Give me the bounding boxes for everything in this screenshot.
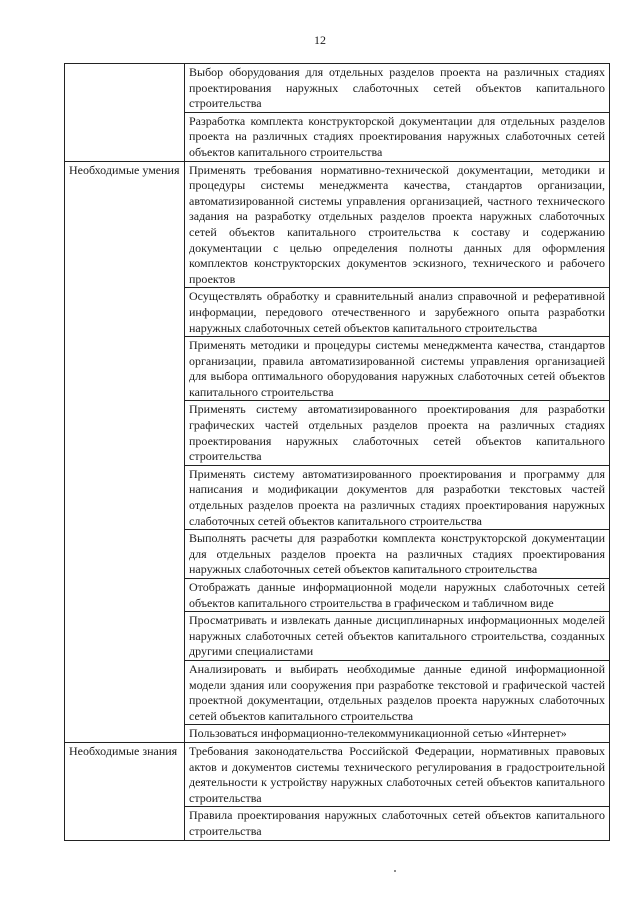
requirement-text: Применять систему автоматизированного проектирования для разработки графических частей отдельных разделов проекта на различных стадиях проектирования наружных слаботочных сетей объектов капитального строительства (189, 402, 605, 464)
page-number: 12 (314, 33, 326, 47)
requirement-text: Разработка комплекта конструкторской документации для отдельных разделов проекта на различных стадиях проектирования наружных слаботочных сетей объектов капитального строительства (189, 113, 605, 159)
scan-artifact (394, 870, 396, 872)
requirement-text: Анализировать и выбирать необходимые данные единой информационной модели здания или сооружения при разработке текстовой и графической частей проектной документации, отдельных разделов проекта наружных слаботочных сетей объектов капитального строительства (189, 661, 605, 723)
competency-table (64, 63, 610, 841)
row-text-cell (185, 465, 610, 529)
section-label-skills: Необходимые умения (65, 161, 185, 742)
row-text-cell (185, 612, 610, 661)
row-text-cell (185, 807, 610, 840)
requirement-text: Применять систему автоматизированного проектирования и программу для написания и модификации документов для разработки текстовых частей отдельных разделов проекта на различных стадиях проектирования наружных слаботочных сетей объектов капитального строительства (189, 466, 605, 528)
row-text-cell (185, 742, 610, 806)
row-label-cell (65, 64, 185, 162)
section-label-knowledge: Необходимые знания (65, 742, 185, 840)
table-row (65, 161, 610, 288)
requirement-text: Требования законодательства Российской Федерации, нормативных правовых актов и документов системы технического регулирования в градостроительной деятельности к устройству наружных слаботочных сетей объектов капитального строительства (189, 743, 605, 805)
row-text-cell (185, 530, 610, 579)
requirement-text: Применять методики и процедуры системы менеджмента качества, стандартов организации, правила автоматизированной системы управления организацией для выбора оптимального оборудования наружных слаботочных сетей объектов капитального строительства (189, 338, 605, 399)
row-text-cell (185, 288, 610, 337)
requirement-text: Просматривать и извлекать данные дисциплинарных информационных моделей наружных слаботочных сетей объектов капитального строительства, созданных другими специалистами (189, 613, 605, 659)
requirement-text: Осуществлять обработку и сравнительный анализ справочной и реферативной информации, передового отечественного и зарубежного опыта разработки наружных слаботочных сетей объектов капитального строительства (189, 289, 605, 335)
row-text-cell (185, 337, 610, 401)
row-text-cell (185, 401, 610, 465)
row-text-cell (185, 579, 610, 612)
table-row (65, 64, 610, 113)
row-text-cell (185, 64, 610, 113)
requirement-text: Пользоваться информационно-телекоммуникационной сетью «Интернет» (189, 726, 567, 741)
requirement-text: Правила проектирования наружных слаботочных сетей объектов капитального строительства (189, 808, 605, 838)
row-text-cell (185, 161, 610, 288)
requirement-text: Отображать данные информационной модели наружных слаботочных сетей объектов капитального строительства в графическом и табличном виде (189, 580, 605, 610)
table-row (65, 742, 610, 806)
row-text-cell (185, 725, 610, 743)
row-text-cell (185, 660, 610, 724)
requirement-text: Выполнять расчеты для разработки комплекта конструкторской документации для отдельных разделов проекта на различных стадиях проектирования наружных слаботочных сетей объектов капитального строительства (189, 531, 605, 577)
row-text-cell (185, 112, 610, 161)
requirement-text: Применять требования нормативно-технической документации, методики и процедуры системы менеджмента качества, стандартов организации, автоматизированной системы управления организацией, частного технического задания на разработку отдельных разделов проекта наружных слаботочных сетей объектов капитального строительства к составу и содержанию документации с целью определения полноты данных для оформления комплектов конструкторских документов эскизного, технического и рабочего проектов (189, 162, 605, 286)
requirement-text: Выбор оборудования для отдельных разделов проекта на различных стадиях проектирования наружных слаботочных сетей объектов капитального строительства (189, 65, 605, 111)
